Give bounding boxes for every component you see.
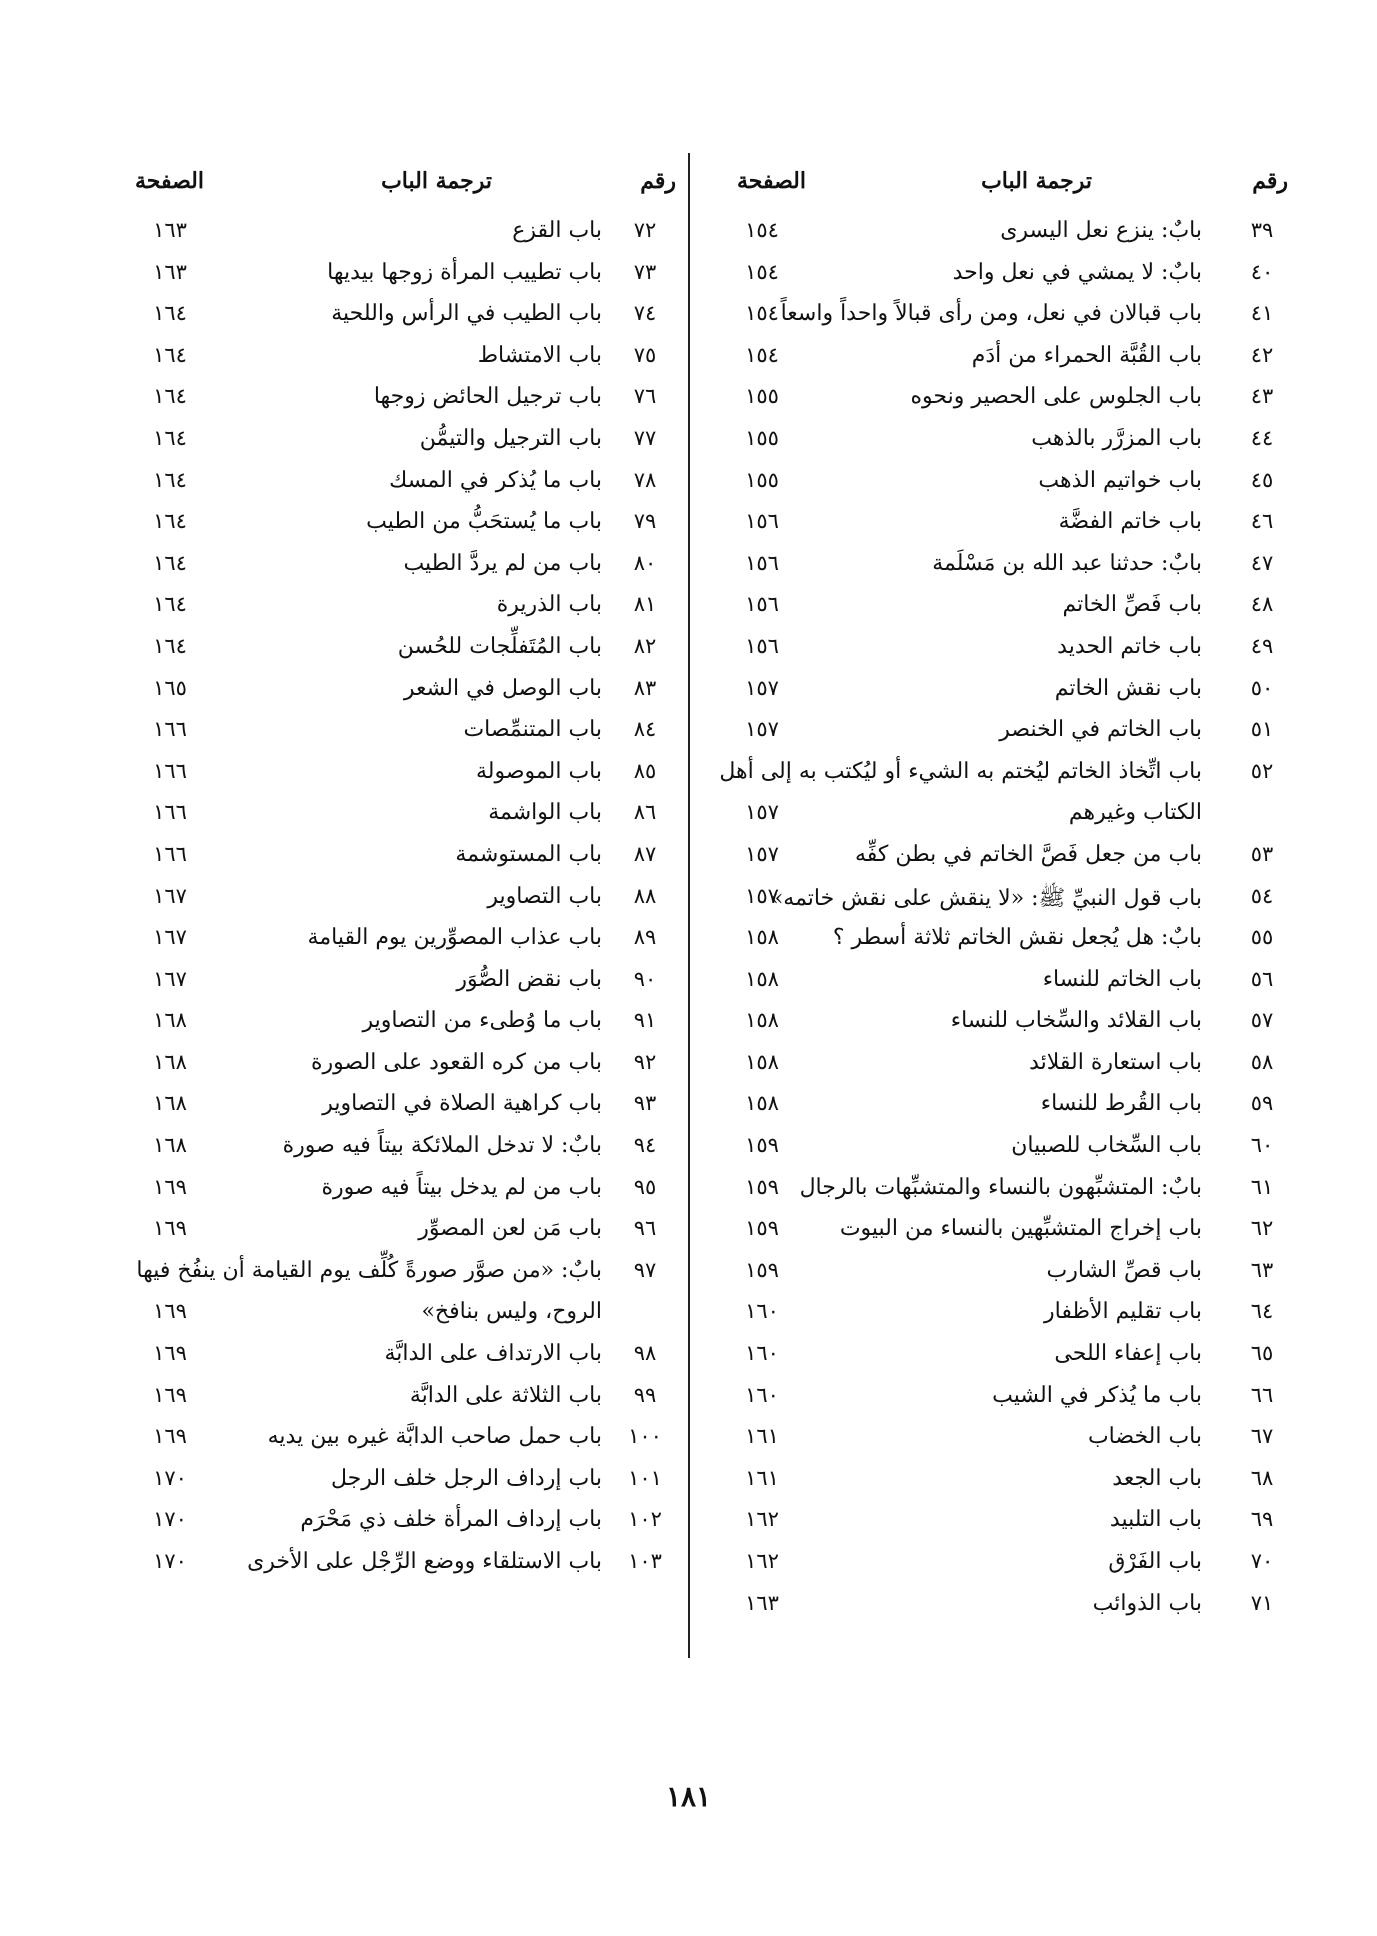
chapter-title: باب من جعل فَصَّ الخاتم في بطن كفِّه <box>854 841 1202 867</box>
table-row <box>692 420 1292 462</box>
chapter-page: ١٦٨ <box>153 1008 187 1033</box>
table-row <box>100 961 682 1003</box>
chapter-number: ٨٤ <box>633 717 657 742</box>
chapter-number: ٤٨ <box>1250 592 1274 617</box>
chapter-number: ٦٠ <box>1250 1133 1274 1158</box>
chapter-number: ٩٥ <box>633 1174 657 1199</box>
chapter-number: ٦٢ <box>1250 1216 1274 1241</box>
table-row <box>692 878 1292 920</box>
page-number: ١٨١ <box>665 1780 712 1813</box>
chapter-title: باب ما وُطىء من التصاوير <box>362 1008 602 1034</box>
chapter-page: ١٥٦ <box>745 592 779 617</box>
table-row <box>100 711 682 753</box>
chapter-number: ٧١ <box>1250 1590 1274 1615</box>
chapter-page: ١٦٤ <box>153 509 187 534</box>
chapter-number: ٥٦ <box>1250 966 1274 991</box>
chapter-page: ١٦٣ <box>153 218 187 242</box>
chapter-number: ٨١ <box>633 592 657 617</box>
table-row <box>100 337 682 379</box>
chapter-page: ١٦٠ <box>745 1299 779 1324</box>
chapter-page: ١٧٠ <box>153 1465 187 1490</box>
chapter-number: ٩٦ <box>633 1216 657 1241</box>
chapter-page: ١٥٨ <box>745 1091 779 1116</box>
table-row <box>692 503 1292 545</box>
chapter-page: ١٦٦ <box>153 800 187 825</box>
chapter-page: ١٥٥ <box>745 467 779 492</box>
chapter-title: باب من لم يدخل بيتاً فيه صورة <box>321 1174 602 1200</box>
chapter-number: ٦٨ <box>1250 1465 1274 1490</box>
chapter-page: ١٦٤ <box>153 301 187 326</box>
chapter-title: باب القُرط للنساء <box>1040 1091 1202 1117</box>
chapter-number: ٥٠ <box>1250 675 1274 700</box>
chapter-number: ٥٥ <box>1250 925 1274 950</box>
chapter-page: ١٦٨ <box>153 1133 187 1158</box>
chapter-page: ١٥٩ <box>745 1174 779 1199</box>
chapter-page: ١٦٤ <box>153 592 187 617</box>
chapter-number: ٣٩ <box>1250 218 1274 242</box>
chapter-number: ٧٠ <box>1250 1549 1274 1573</box>
chapter-number: ٩٨ <box>633 1341 657 1366</box>
chapter-page: ١٥٧ <box>745 717 779 742</box>
table-row <box>100 586 682 628</box>
chapter-title: باب الخضاب <box>1087 1424 1202 1450</box>
chapter-page: ١٥٤ <box>745 259 779 284</box>
table-row <box>100 878 682 920</box>
chapter-page: ١٦٦ <box>153 841 187 866</box>
table-row <box>100 836 682 878</box>
chapter-page: ١٦٤ <box>153 384 187 409</box>
chapter-page: ١٥٦ <box>745 633 779 658</box>
chapter-page: ١٦٦ <box>153 758 187 783</box>
chapter-page: ١٦٣ <box>153 259 187 284</box>
table-row <box>692 628 1292 670</box>
table-row <box>100 254 682 296</box>
table-row <box>692 378 1292 420</box>
chapter-page: ١٦٩ <box>153 1341 187 1366</box>
table-row <box>692 462 1292 504</box>
chapter-title: باب ما يُذكر في المسك <box>389 467 602 493</box>
table-row <box>692 337 1292 379</box>
chapter-title: باب تقليم الأظفار <box>1044 1299 1202 1325</box>
chapter-number: ١٠٣ <box>628 1549 662 1573</box>
table-row <box>100 753 682 795</box>
chapter-page: ١٥٨ <box>745 966 779 991</box>
chapter-title: باب تطييب المرأة زوجها بيديها <box>327 259 602 285</box>
chapter-title: بابٌ: «من صوَّر صورةً كُلِّف يوم القيامة أن ينفُخ فيها <box>136 1257 602 1283</box>
chapter-page: ١٥٥ <box>745 384 779 409</box>
table-row <box>100 1293 682 1335</box>
table-row <box>100 1169 682 1211</box>
table-row <box>100 1377 682 1419</box>
chapter-number: ٥٢ <box>1250 758 1274 783</box>
chapter-page: ١٦٩ <box>153 1424 187 1449</box>
chapter-number: ٧٣ <box>633 259 657 284</box>
chapter-page: ١٥٨ <box>745 1049 779 1074</box>
chapter-title: باب كراهية الصلاة في التصاوير <box>322 1091 602 1117</box>
chapter-title: باب قبالان في نعل، ومن رأى قبالاً واحداً واسعاً <box>780 301 1202 327</box>
chapter-title: باب من كره القعود على الصورة <box>310 1049 602 1075</box>
table-row <box>692 670 1292 712</box>
table-row <box>100 1460 682 1502</box>
chapter-number: ٨٥ <box>633 758 657 783</box>
header-title: ترجمة الباب <box>981 168 1092 194</box>
table-row <box>692 1460 1292 1502</box>
chapter-number: ٤٦ <box>1250 509 1274 534</box>
chapter-title: باب نقش الخاتم <box>1054 675 1202 701</box>
table-row <box>692 586 1292 628</box>
left-column <box>100 160 682 1585</box>
table-row <box>100 1543 682 1585</box>
chapter-number: ٤٩ <box>1250 633 1274 658</box>
chapter-title: باب قصِّ الشارب <box>1046 1257 1202 1283</box>
chapter-title: باب الفَرْق <box>1108 1549 1202 1574</box>
header-number: رقم <box>1252 168 1288 194</box>
chapter-title: باب القزع <box>512 218 602 243</box>
table-row <box>692 1335 1292 1377</box>
chapter-number: ٨٠ <box>633 550 657 575</box>
chapter-number: ٤٤ <box>1250 425 1274 450</box>
chapter-title: باب الذوائب <box>1092 1590 1202 1616</box>
chapter-page: ١٥٩ <box>745 1257 779 1282</box>
chapter-page: ١٥٨ <box>745 925 779 950</box>
chapter-number: ٦٥ <box>1250 1341 1274 1366</box>
table-row <box>100 628 682 670</box>
table-row <box>100 1210 682 1252</box>
table-row <box>692 1085 1292 1127</box>
chapter-title: باب ما يُستحَبُّ من الطيب <box>366 509 602 535</box>
chapter-number: ٧٥ <box>633 342 657 367</box>
table-row <box>692 711 1292 753</box>
chapter-title: باب الخاتم للنساء <box>1042 966 1202 992</box>
table-row <box>692 836 1292 878</box>
chapter-title: باب القلائد والسِّخاب للنساء <box>950 1008 1202 1034</box>
chapter-number: ٧٨ <box>633 467 657 492</box>
chapter-number: ٨٧ <box>633 841 657 866</box>
chapter-title: بابٌ: المتشبِّهون بالنساء والمتشبِّهات بالرجال <box>799 1174 1202 1200</box>
chapter-title: باب ما يُذكر في الشيب <box>992 1382 1202 1408</box>
left-column-header <box>100 160 682 212</box>
table-row <box>100 378 682 420</box>
chapter-number: ٤٧ <box>1250 550 1274 575</box>
right-rows <box>692 212 1292 1626</box>
table-row <box>692 212 1292 254</box>
table-row <box>692 1418 1292 1460</box>
chapter-page: ١٦٠ <box>745 1382 779 1407</box>
chapter-page: ١٥٧ <box>745 800 779 825</box>
chapter-number: ٧٢ <box>633 218 657 242</box>
table-row <box>100 1044 682 1086</box>
chapter-page: ١٥٤ <box>745 218 779 242</box>
chapter-page: ١٥٦ <box>745 550 779 575</box>
table-row <box>100 1127 682 1169</box>
table-row <box>692 1377 1292 1419</box>
chapter-title: باب ترجيل الحائض زوجها <box>373 384 602 410</box>
chapter-number: ٥٤ <box>1250 883 1274 908</box>
right-column-header <box>692 160 1292 212</box>
chapter-page: ١٦٨ <box>153 1049 187 1074</box>
chapter-title: باب حمل صاحب الدابَّة غيره بين يديه <box>267 1424 602 1450</box>
chapter-number: ٩٣ <box>633 1091 657 1116</box>
chapter-number: ٧٦ <box>633 384 657 409</box>
chapter-page: ١٥٧ <box>745 883 779 908</box>
chapter-page: ١٥٩ <box>745 1133 779 1158</box>
chapter-title: باب التصاوير <box>487 883 602 909</box>
table-row <box>100 212 682 254</box>
chapter-number: ٦٧ <box>1250 1424 1274 1449</box>
table-row <box>692 1543 1292 1585</box>
chapter-page: ١٦٢ <box>745 1549 779 1573</box>
table-row <box>692 1293 1292 1335</box>
chapter-title: الروح، وليس بنافخ» <box>421 1299 602 1325</box>
chapter-title: باب الذريرة <box>496 592 602 618</box>
chapter-page: ١٦٧ <box>153 883 187 908</box>
chapter-number: ٤٣ <box>1250 384 1274 409</box>
table-row <box>100 1335 682 1377</box>
chapter-number: ١٠٢ <box>628 1507 662 1532</box>
table-row <box>100 503 682 545</box>
chapter-title: باب المُتَفلِّجات للحُسن <box>397 633 602 659</box>
chapter-number: ٩٢ <box>633 1049 657 1074</box>
chapter-number: ٤٠ <box>1250 259 1274 284</box>
chapter-page: ١٦١ <box>745 1465 779 1490</box>
chapter-number: ١٠٠ <box>628 1424 662 1449</box>
chapter-number: ٤٢ <box>1250 342 1274 367</box>
chapter-title: باب الوصل في الشعر <box>403 675 602 701</box>
table-row <box>100 295 682 337</box>
chapter-title: باب الثلاثة على الدابَّة <box>409 1382 602 1408</box>
chapter-page: ١٥٤ <box>745 342 779 367</box>
chapter-number: ٨٦ <box>633 800 657 825</box>
chapter-title: باب الجعد <box>1112 1465 1202 1491</box>
chapter-title: باب إرداف الرجل خلف الرجل <box>330 1465 602 1491</box>
chapter-number: ٥٣ <box>1250 841 1274 866</box>
chapter-page: ١٦١ <box>745 1424 779 1449</box>
table-row <box>692 1002 1292 1044</box>
chapter-number: ١٠١ <box>628 1465 662 1490</box>
chapter-page: ١٦٩ <box>153 1174 187 1199</box>
chapter-number: ٥٨ <box>1250 1049 1274 1074</box>
chapter-number: ٩٤ <box>633 1133 657 1158</box>
chapter-number: ٩١ <box>633 1008 657 1033</box>
chapter-number: ٧٩ <box>633 509 657 534</box>
table-row <box>692 1585 1292 1627</box>
chapter-number: ٨٩ <box>633 925 657 950</box>
chapter-title: باب خاتم الحديد <box>1057 633 1202 659</box>
chapter-title: باب الترجيل والتيمُّن <box>419 425 602 451</box>
header-page: الصفحة <box>736 168 806 194</box>
table-row <box>100 670 682 712</box>
chapter-title: باب القُبَّة الحمراء من أدَم <box>971 342 1202 368</box>
chapter-page: ١٦٤ <box>153 467 187 492</box>
chapter-title: باب إرداف المرأة خلف ذي مَحْرَم <box>300 1507 602 1533</box>
chapter-page: ١٦٤ <box>153 425 187 450</box>
chapter-page: ١٥٤ <box>745 301 779 326</box>
table-row <box>692 545 1292 587</box>
chapter-number: ٦٩ <box>1250 1507 1274 1532</box>
chapter-number: ٨٣ <box>633 675 657 700</box>
chapter-title: باب الخاتم في الخنصر <box>999 717 1202 743</box>
chapter-title: باب الواشمة <box>488 800 602 826</box>
chapter-title: باب استعارة القلائد <box>1029 1049 1202 1075</box>
chapter-title: باب فَصِّ الخاتم <box>1062 592 1202 618</box>
header-title: ترجمة الباب <box>381 168 492 194</box>
chapter-title: باب المستوشمة <box>455 841 602 867</box>
table-row <box>692 1169 1292 1211</box>
table-row <box>692 254 1292 296</box>
chapter-number: ٨٨ <box>633 883 657 908</box>
chapter-title: باب مَن لعن المصوِّر <box>418 1216 602 1242</box>
chapter-page: ١٦٤ <box>153 342 187 367</box>
chapter-page: ١٦٠ <box>745 1341 779 1366</box>
table-row <box>692 961 1292 1003</box>
chapter-title: باب الجلوس على الحصير ونحوه <box>910 384 1202 410</box>
table-row <box>100 545 682 587</box>
chapter-number: ٧٤ <box>633 301 657 326</box>
table-row <box>100 794 682 836</box>
chapter-page: ١٦٢ <box>745 1507 779 1532</box>
chapter-number: ٥٧ <box>1250 1008 1274 1033</box>
table-row <box>100 1501 682 1543</box>
chapter-title: باب الطيب في الرأس واللحية <box>331 301 602 327</box>
table-row <box>100 462 682 504</box>
chapter-title: بابٌ: لا تدخل الملائكة بيتاً فيه صورة <box>282 1133 602 1159</box>
chapter-page: ١٦٣ <box>745 1590 779 1615</box>
chapter-page: ١٥٩ <box>745 1216 779 1241</box>
table-row <box>692 1252 1292 1294</box>
left-rows <box>100 212 682 1585</box>
table-row <box>692 1127 1292 1169</box>
chapter-title: بابٌ: حدثنا عبد الله بن مَسْلَمة <box>932 550 1202 576</box>
chapter-page: ١٦٩ <box>153 1382 187 1407</box>
chapter-number: ٩٧ <box>633 1257 657 1282</box>
chapter-page: ١٦٥ <box>153 675 187 700</box>
chapter-number: ٦٤ <box>1250 1299 1274 1324</box>
chapter-number: ٤٥ <box>1250 467 1274 492</box>
table-row <box>100 1002 682 1044</box>
column-divider <box>688 153 690 1658</box>
chapter-title: باب المتنمِّصات <box>463 717 602 743</box>
chapter-page: ١٦٤ <box>153 633 187 658</box>
chapter-title: بابٌ: لا يمشي في نعل واحد <box>952 259 1202 285</box>
table-row <box>692 794 1292 836</box>
chapter-number: ٧٧ <box>633 425 657 450</box>
table-row <box>692 1210 1292 1252</box>
table-row <box>100 420 682 462</box>
chapter-title: باب التلبيد <box>1109 1507 1202 1533</box>
chapter-number: ٦٦ <box>1250 1382 1274 1407</box>
chapter-number: ٥٩ <box>1250 1091 1274 1116</box>
chapter-page: ١٥٨ <box>745 1008 779 1033</box>
chapter-page: ١٥٥ <box>745 425 779 450</box>
chapter-number: ٦١ <box>1250 1174 1274 1199</box>
chapter-number: ٨٢ <box>633 633 657 658</box>
chapter-title: باب خواتيم الذهب <box>1038 467 1202 493</box>
chapter-page: ١٦٨ <box>153 1091 187 1116</box>
chapter-title: باب السِّخاب للصبيان <box>1011 1133 1202 1159</box>
chapter-page: ١٦٤ <box>153 550 187 575</box>
table-row <box>692 919 1292 961</box>
chapter-title: باب الموصولة <box>476 758 602 784</box>
chapter-number: ٩٠ <box>633 966 657 991</box>
chapter-number: ٦٣ <box>1250 1257 1274 1282</box>
chapter-title: باب الارتداف على الدابَّة <box>384 1341 602 1367</box>
chapter-title: باب قول النبيِّ ﷺ: «لا ينقش على نقش خاتمه» <box>769 885 1202 911</box>
table-row <box>100 1418 682 1460</box>
table-row <box>100 1252 682 1294</box>
table-row <box>692 1501 1292 1543</box>
chapter-page: ١٦٦ <box>153 717 187 742</box>
chapter-title: باب إخراج المتشبِّهين بالنساء من البيوت <box>839 1216 1202 1242</box>
chapter-title: باب عذاب المصوِّرين يوم القيامة <box>307 925 602 951</box>
chapter-number: ٩٩ <box>633 1382 657 1407</box>
chapter-title: باب الامتشاط <box>477 342 602 368</box>
chapter-page: ١٧٠ <box>153 1549 187 1573</box>
header-page: الصفحة <box>134 168 204 194</box>
chapter-title: باب من لم يردَّ الطيب <box>403 550 602 576</box>
header-number: رقم <box>640 168 676 194</box>
chapter-title: باب خاتم الفضَّة <box>1058 509 1202 535</box>
chapter-title: باب المزرَّر بالذهب <box>1031 425 1202 451</box>
chapter-page: ١٦٩ <box>153 1299 187 1324</box>
chapter-page: ١٥٦ <box>745 509 779 534</box>
chapter-page: ١٧٠ <box>153 1507 187 1532</box>
table-row <box>100 919 682 961</box>
chapter-title: الكتاب وغيرهم <box>1068 800 1202 826</box>
chapter-title: بابٌ: ينزع نعل اليسرى <box>1000 218 1202 243</box>
chapter-page: ١٥٧ <box>745 841 779 866</box>
table-row <box>692 753 1292 795</box>
chapter-title: باب إعفاء اللحى <box>1054 1341 1202 1367</box>
chapter-title: بابٌ: هل يُجعل نقش الخاتم ثلاثة أسطر ؟ <box>832 925 1202 951</box>
chapter-number: ٥١ <box>1250 717 1274 742</box>
chapter-number: ٤١ <box>1250 301 1274 326</box>
chapter-page: ١٦٩ <box>153 1216 187 1241</box>
right-column <box>692 160 1292 1626</box>
chapter-page: ١٦٧ <box>153 966 187 991</box>
table-row <box>100 1085 682 1127</box>
chapter-title: باب نقض الصُّوَر <box>456 966 602 992</box>
table-row <box>692 295 1292 337</box>
table-row <box>692 1044 1292 1086</box>
chapter-title: باب اتِّخاذ الخاتم ليُختم به الشيء أو ليُكتب به إلى أهل <box>719 758 1202 784</box>
chapter-page: ١٦٧ <box>153 925 187 950</box>
chapter-page: ١٥٧ <box>745 675 779 700</box>
chapter-title: باب الاستلقاء ووضع الرِّجْل على الأخرى <box>247 1549 602 1574</box>
